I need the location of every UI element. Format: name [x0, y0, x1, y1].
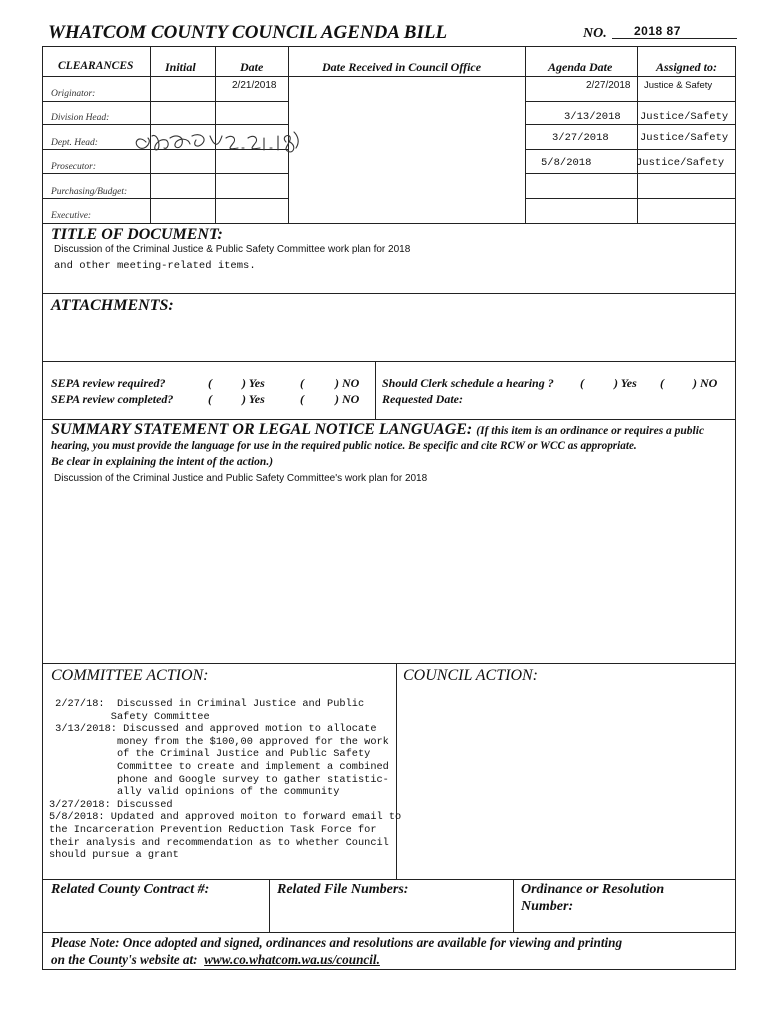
committee-action-heading: COMMITTEE ACTION:: [51, 667, 209, 684]
committee-note-line: 3/13/2018: Discussed and approved motion to allocate: [49, 723, 377, 736]
committee-action-notes: [49, 698, 401, 862]
committee-note-line: their analysis and recommendation as to whether Council: [49, 836, 389, 849]
council-website-link[interactable]: www.co.whatcom.wa.us/council.: [204, 952, 380, 967]
committee-note-line: the Incarceration Prevention Reduction Task Force for: [49, 823, 377, 836]
summary-instructions-3: Be clear in explaining the intent of the action.): [51, 456, 274, 468]
agenda-date-3: 3/27/2018: [552, 132, 609, 144]
committee-note-line: 3/27/2018: Discussed: [49, 798, 173, 811]
sepa-completed-yes-paren[interactable]: (: [208, 392, 212, 406]
committee-note-line: ally valid opinions of the community: [49, 786, 340, 799]
dept-head-label: Dept. Head:: [51, 138, 98, 148]
attachments-heading: ATTACHMENTS:: [51, 297, 174, 314]
executive-label: Executive:: [51, 211, 92, 221]
title-of-document-line2: and other meeting-related items.: [54, 260, 256, 272]
assigned-2: Justice/Safety: [640, 111, 729, 123]
originator-date: 2/21/2018: [232, 80, 277, 91]
summary-heading: SUMMARY STATEMENT OR LEGAL NOTICE LANGUAGE:: [51, 421, 473, 438]
clearances-header: CLEARANCES: [58, 60, 134, 72]
sepa-completed-no[interactable]: ) NO: [335, 392, 360, 406]
agenda-date-header: Agenda Date: [548, 60, 613, 74]
title-of-document-line1: Discussion of the Criminal Justice & Public Safety Committee work plan for 2018: [54, 244, 411, 255]
committee-note-line: Safety Committee: [49, 710, 210, 723]
summary-instructions-1: (If this item is an ordinance or requires a public: [476, 425, 705, 437]
hearing-yes[interactable]: ) Yes: [614, 376, 637, 390]
related-contract-label: Related County Contract #:: [51, 882, 210, 897]
please-note-prefix: on the County's website at:: [51, 952, 205, 967]
sepa-required-yes[interactable]: ) Yes: [242, 376, 265, 390]
ordinance-resolution-label-2: Number:: [521, 899, 574, 914]
council-action-heading: COUNCIL ACTION:: [403, 667, 538, 684]
sepa-required-no[interactable]: ) NO: [335, 376, 360, 390]
prosecutor-label: Prosecutor:: [51, 162, 97, 172]
committee-note-line: 5/8/2018: Updated and approved moiton to forward email to: [49, 811, 402, 824]
please-note-line2: [51, 952, 380, 968]
related-file-numbers-label: Related File Numbers:: [277, 882, 409, 897]
bill-number-label: NO.: [583, 26, 607, 41]
agenda-date-4: 5/8/2018: [541, 157, 592, 169]
summary-instructions-2: hearing, you must provide the language for use in the required public notice. Be specific and cite RCW or WCC as appropriate.: [51, 440, 637, 452]
summary-text: Discussion of the Criminal Justice and Public Safety Committee's work plan for 2018: [54, 473, 428, 484]
committee-note-line: money from the $100,00 approved for the work: [49, 735, 389, 748]
committee-note-line: 2/27/18: Discussed in Criminal Justice and Public: [49, 698, 365, 710]
summary-heading-line: [51, 421, 731, 439]
sepa-required-label: SEPA review required?: [51, 376, 166, 390]
originator-label: Originator:: [51, 89, 96, 99]
assigned-1: Justice & Safety: [644, 80, 713, 91]
purchasing-budget-label: Purchasing/Budget:: [51, 187, 128, 197]
title-of-document-heading: TITLE OF DOCUMENT:: [51, 226, 223, 243]
committee-note-line: should pursue a grant: [49, 849, 179, 862]
sepa-required-no-paren[interactable]: (: [300, 376, 304, 390]
hearing-no-paren[interactable]: (: [660, 376, 664, 390]
assigned-3: Justice/Safety: [640, 132, 729, 144]
hearing-question: Should Clerk schedule a hearing ?: [382, 376, 554, 390]
hearing-yes-paren[interactable]: (: [580, 376, 584, 390]
committee-note-line: Committee to create and implement a combined: [49, 760, 389, 773]
sepa-completed-yes[interactable]: ) Yes: [242, 392, 265, 406]
agenda-date-2: 3/13/2018: [564, 111, 621, 123]
committee-note-line: phone and Google survey to gather statistic-: [49, 773, 389, 786]
date-header: Date: [240, 60, 264, 74]
bill-number-underline: [612, 38, 737, 39]
sepa-completed-label: SEPA review completed?: [51, 392, 174, 406]
sepa-required-yes-paren[interactable]: (: [208, 376, 212, 390]
assigned-4: Justice/Safety: [636, 157, 725, 169]
ordinance-resolution-label-1: Ordinance or Resolution: [521, 882, 665, 897]
date-received-header: Date Received in Council Office: [322, 60, 482, 74]
assigned-to-header: Assigned to:: [656, 60, 718, 74]
agenda-date-1: 2/27/2018: [586, 80, 631, 91]
division-head-label: Division Head:: [51, 113, 110, 123]
initial-header: Initial: [165, 60, 196, 74]
hearing-no[interactable]: ) NO: [693, 376, 718, 390]
please-note-line1: Please Note: Once adopted and signed, ordinances and resolutions are available for viewing and printing: [51, 935, 623, 950]
agenda-bill-title: WHATCOM COUNTY COUNCIL AGENDA BILL: [48, 22, 448, 43]
bill-number-value: 2018 87: [634, 24, 681, 38]
requested-date-label: Requested Date:: [382, 392, 463, 406]
committee-note-line: of the Criminal Justice and Public Safety: [49, 748, 371, 761]
dept-head-signature: [118, 124, 308, 160]
sepa-completed-no-paren[interactable]: (: [300, 392, 304, 406]
